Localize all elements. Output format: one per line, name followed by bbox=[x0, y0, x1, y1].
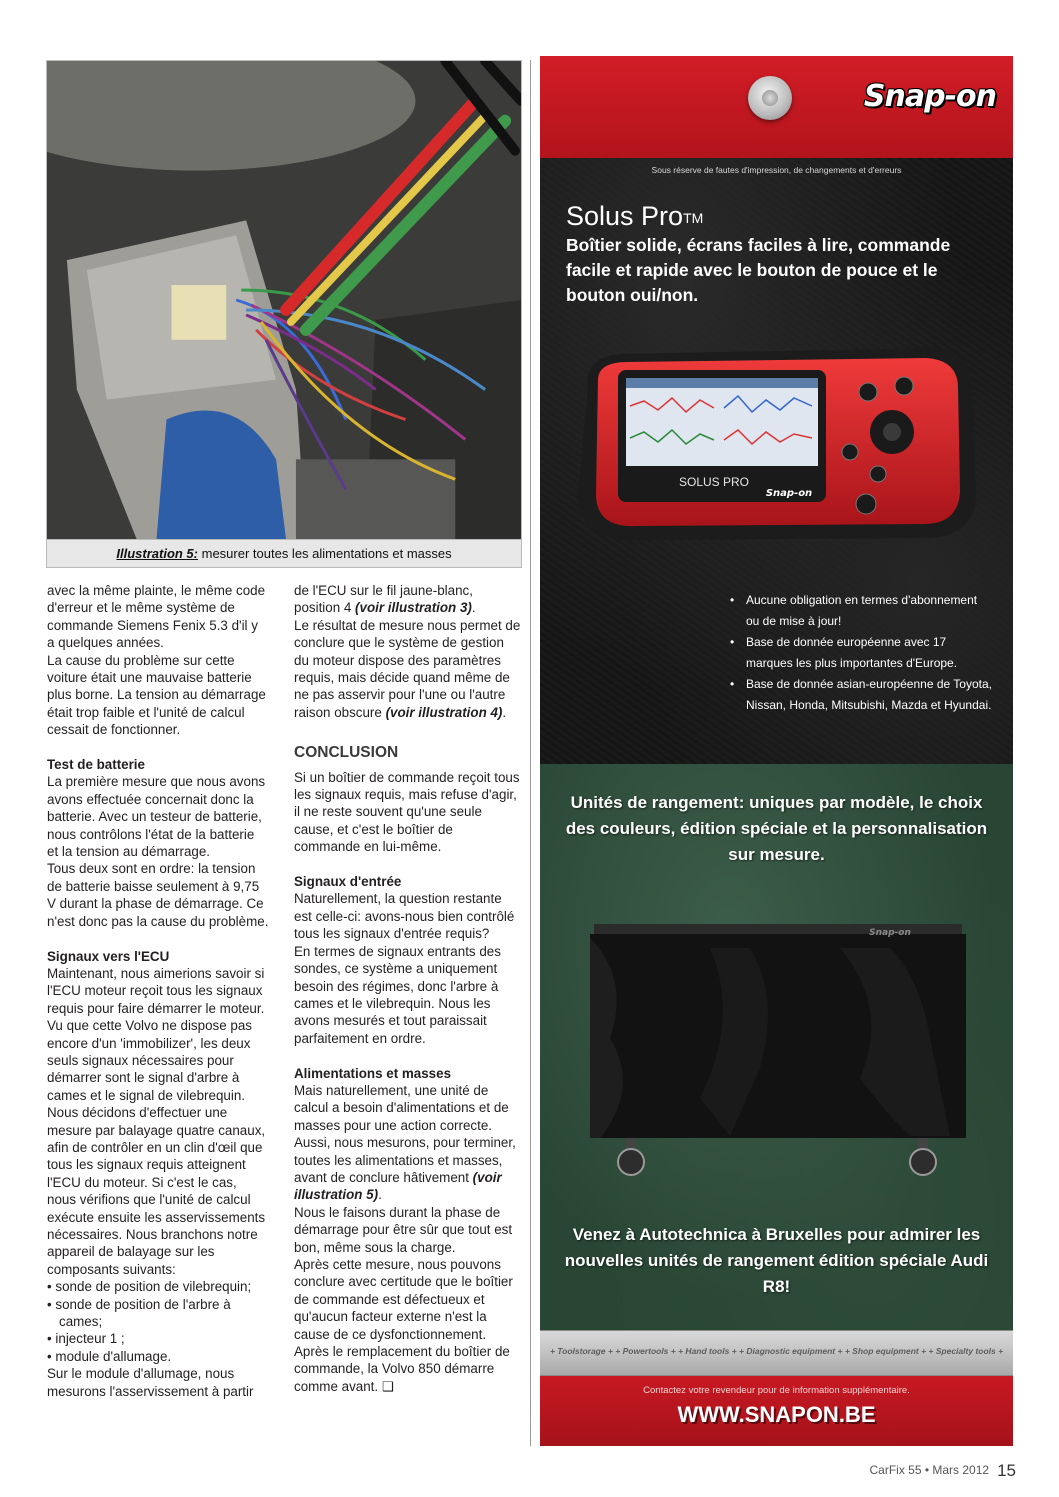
paragraph: Le résultat de mesure nous permet de conclure que le système de gestion du moteur dispose des paramètres requis, mais décide quand même de ne pas asservir pour l'une ou l'autre raison obscure (voir illustration 4). bbox=[294, 617, 521, 720]
caption-text: mesurer toutes les alimentations et masses bbox=[198, 546, 452, 561]
device-brand: Snap-on bbox=[765, 488, 813, 499]
list-item: • module d'allumage. bbox=[47, 1348, 172, 1364]
paragraph: Mais naturellement, une unité de calcul a besoin d'alimentations et de masses pour une action correcte. Aussi, nous mesurons, pour terminer, toutes les alimentations et masses, avant de conclure hâtivement (voir illustration 5). bbox=[294, 1082, 516, 1203]
column-divider bbox=[530, 60, 531, 1446]
list-item: • sonde de position de vilebrequin; bbox=[47, 1279, 252, 1295]
paragraph: La cause du problème sur cette voiture était une mauvaise batterie plus borne. La tension au démarrage était trop faible et l'unité de calcul cessait de fonctionner. bbox=[47, 652, 266, 738]
figure-reference: (voir illustration 4) bbox=[385, 704, 503, 720]
tool-cabinet-image bbox=[590, 918, 966, 1180]
knob-icon bbox=[748, 76, 792, 120]
paragraph: Tous deux sont en ordre: la tension de batterie baisse seulement à 9,75 V durant la phase de démarrage. Ce n'est donc pas la cause du problème. bbox=[47, 861, 269, 929]
article-column-2 bbox=[294, 582, 522, 1395]
paragraph: Après cette mesure, nous pouvons conclure avec certitude que le boîtier de commande est défectueux et qu'aucun facteur externe n'est la cause de ce dysfonctionnement. bbox=[294, 1256, 513, 1342]
ad-disclaimer: Sous réserve de fautes d'impression, de changements et d'erreurs bbox=[651, 165, 902, 175]
section-heading: Test de batterie bbox=[47, 757, 145, 773]
category-strip-text: + Toolstorage + + Powertools + + Hand tools + + Diagnostic equipment + + Shop equipment + + Specialty tools + bbox=[549, 1346, 1004, 1356]
page-number: 15 bbox=[997, 1461, 1016, 1480]
page-folio bbox=[840, 1460, 1016, 1481]
list-item: • sonde de position de l'arbre à cames; bbox=[47, 1296, 231, 1330]
feature-list bbox=[730, 590, 992, 716]
snapon-advertisement bbox=[540, 56, 1013, 1446]
paragraph: La première mesure que nous avons avons effectuée concernait donc la batterie. Avec un testeur de batterie, nous contrôlons l'état de la batterie et la tension au démarrage. bbox=[47, 774, 266, 860]
product-tagline: Boîtier solide, écrans faciles à lire, commande facile et rapide avec le bouton de pouce et le bouton oui/non. bbox=[566, 235, 951, 305]
paragraph: Naturellement, la question restante est celle-ci: avons-nous bien contrôlé tous les signaux d'entrée requis? bbox=[294, 891, 515, 942]
figure-reference: (voir illustration 3) bbox=[355, 600, 472, 616]
feature-item: • Base de donnée asian-européenne de Toyota, Nissan, Honda, Mitsubishi, Mazda et Hyundai. bbox=[730, 674, 992, 716]
paragraph: avec la même plainte, le même code d'erreur et le même système de commande Siemens Fenix 5.3 d'il y a quelques années. bbox=[47, 583, 266, 651]
paragraph: Maintenant, nous aimerions savoir si l'ECU moteur reçoit tous les signaux requis pour faire démarrer le moteur. Vu que cette Volvo ne dispose pas encore d'un 'immobilizer', les deux seuls signaux nécessaires pour démarrer sont le signal d'arbre à cames et le signal de vilebrequin. Nous décidons d'effectuer une mesure par balayage quatre canaux, afin de contrôler en un clin d'œil que tous les signaux requis atteignent l'ECU du moteur. Si c'est le cas, nous vérifions que l'unité de calcul exécute ensuite les asservissements nécessaires. Nous branchons notre appareil de balayage sur les composants suivants: bbox=[47, 965, 266, 1277]
device-label: SOLUS PRO bbox=[678, 475, 750, 489]
caption-label: Illustration 5: bbox=[116, 546, 198, 561]
paragraph: Si un boîtier de commande reçoit tous les signaux requis, mais refuse d'agir, il ne reste souvent qu'une seule cause, et c'est le boîtier de commande en lui-même. bbox=[294, 769, 520, 855]
paragraph: En termes de signaux entrants des sondes, ce système a uniquement besoin des régimes, donc l'arbre à cames et le vilebrequin. Nous les avons mesurés et tout paraissait parfaitement en ordre. bbox=[294, 943, 501, 1046]
snapon-logo: Snap-on bbox=[863, 79, 996, 114]
cabinet-brand: Snap-on bbox=[869, 928, 911, 938]
solus-pro-device-image bbox=[574, 346, 978, 542]
section-heading: Signaux vers l'ECU bbox=[47, 948, 170, 964]
section-heading-power-ground: Alimentations et masses bbox=[294, 1065, 452, 1081]
paragraph: de l'ECU sur le fil jaune-blanc, position 4 (voir illustration 3). bbox=[294, 583, 476, 616]
figure-reference: (voir illustration 5) bbox=[294, 1169, 502, 1203]
section-heading-conclusion: CONCLUSION bbox=[294, 743, 399, 761]
paragraph: Après le remplacement du boîtier de commande, la Volvo 850 démarre comme avant. ❑ bbox=[294, 1344, 510, 1394]
paragraph: Nous le faisons durant la phase de démarrage pour être sûr que tout est bon, même sous la charge. bbox=[294, 1204, 513, 1255]
paragraph: Sur le module d'allumage, nous mesurons l'asservissement à partir bbox=[47, 1366, 254, 1399]
storage-footer: Venez à Autotechnica à Bruxelles pour admirer les nouvelles unités de rangement édition spéciale Audi R8! bbox=[564, 1225, 989, 1296]
list-item: • injecteur 1 ; bbox=[47, 1331, 125, 1347]
article-column-1 bbox=[47, 582, 269, 1400]
feature-item: • Aucune obligation en termes d'abonnement ou de mise à jour! bbox=[730, 590, 992, 632]
feature-item: • Base de donnée européenne avec 17 marques les plus importantes d'Europe. bbox=[730, 632, 992, 674]
spacer bbox=[47, 930, 269, 947]
website-link[interactable]: WWW.SNAPON.BE bbox=[677, 1402, 876, 1427]
section-heading-input-signals: Signaux d'entrée bbox=[294, 874, 402, 890]
photo-caption bbox=[46, 540, 522, 568]
spacer bbox=[47, 739, 269, 756]
contact-note: Contactez votre revendeur pour de information supplémentaire. bbox=[643, 1385, 910, 1396]
product-title: Solus Pro™ bbox=[566, 201, 704, 231]
illustration-5-photo bbox=[46, 60, 522, 540]
trademark: TM bbox=[683, 210, 704, 226]
publication-info: CarFix 55 • Mars 2012 bbox=[869, 1463, 990, 1477]
storage-heading: Unités de rangement: uniques par modèle, le choix des couleurs, édition spéciale et la personnalisation sur mesure. bbox=[565, 793, 988, 864]
